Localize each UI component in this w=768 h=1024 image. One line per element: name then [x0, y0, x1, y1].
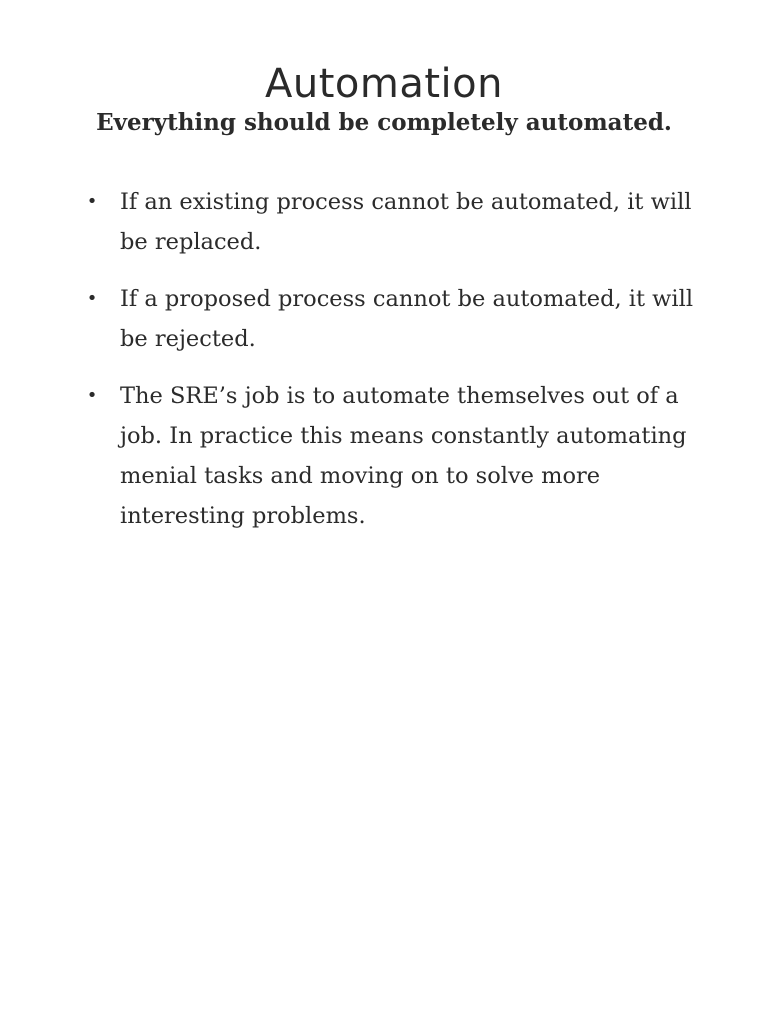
bullet-item [84, 376, 694, 536]
bullet-item [84, 182, 694, 262]
bullet-text: If a proposed process cannot be automated, it will be rejected. [120, 286, 694, 352]
bullet-text: If an existing process cannot be automated, it will be replaced. [120, 189, 692, 255]
bullet-item [84, 279, 694, 359]
page-title: Automation [265, 61, 503, 107]
bullet-dot-icon: • [86, 191, 98, 212]
bullet-text: The SRE’s job is to automate themselves out of a job. In practice this means constantly automating menial tasks and moving on to solve more interesting problems. [120, 383, 687, 529]
bullet-dot-icon: • [86, 385, 98, 406]
bullet-dot-icon: • [86, 288, 98, 309]
page-subtitle: Everything should be completely automated. [96, 109, 672, 136]
bullet-list [84, 182, 694, 553]
